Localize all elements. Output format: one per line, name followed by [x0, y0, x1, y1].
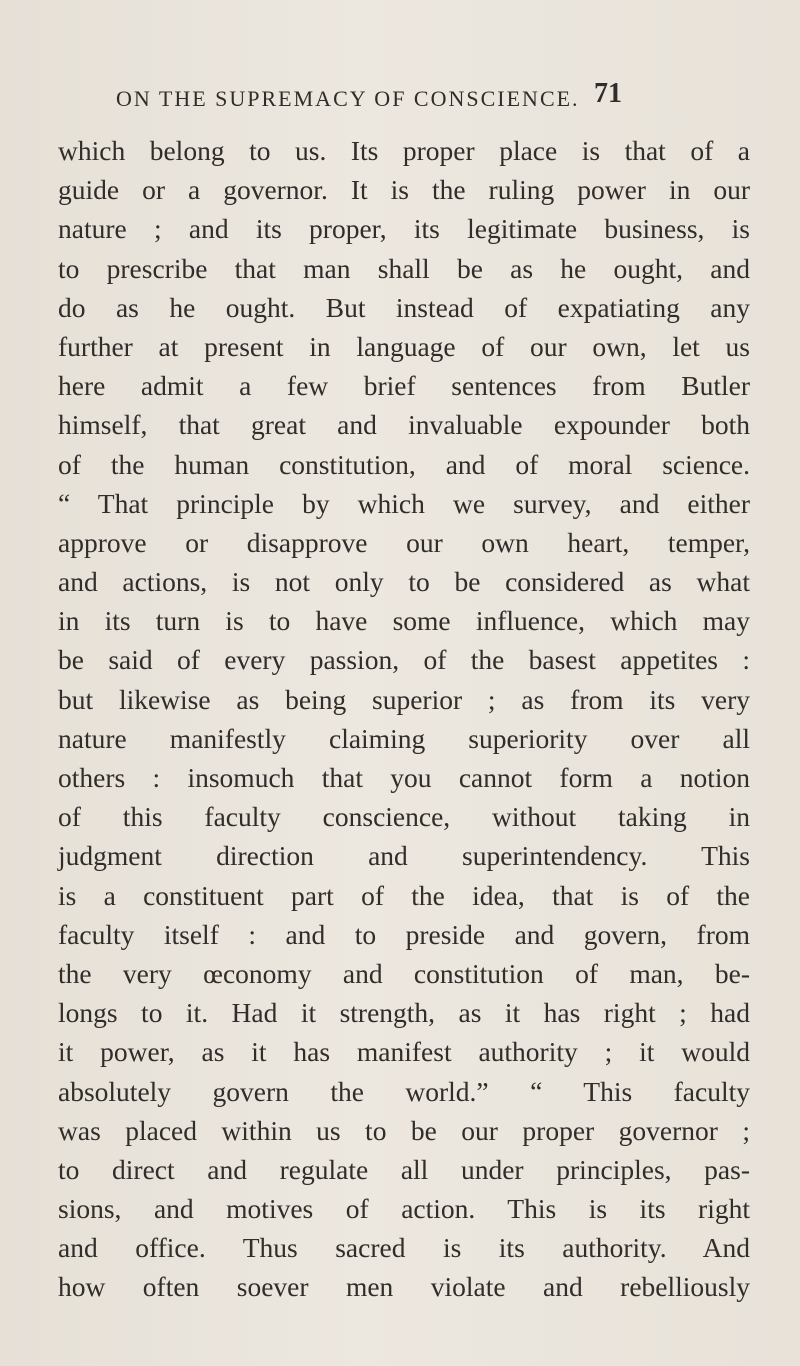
text-line: and actions, is not only to be considered as what	[58, 566, 750, 598]
text-line: longs to it. Had it strength, as it has right ; had	[58, 997, 750, 1029]
text-line: himself, that great and invaluable expounder both	[58, 409, 750, 441]
running-title: ON THE SUPREMACY OF CONSCIENCE.	[116, 86, 580, 111]
text-line: which belong to us. Its proper place is that of a	[58, 135, 750, 166]
text-line: it power, as it has manifest authority ; it would	[58, 1036, 750, 1068]
text-line: here admit a few brief sentences from Butler	[58, 370, 750, 402]
text-line: to direct and regulate all under principles, pas-	[58, 1153, 750, 1185]
text-line: but likewise as being superior ; as from its very	[58, 683, 750, 715]
text-line: faculty itself : and to preside and govern, from	[58, 918, 750, 950]
text-line: do as he ought. But instead of expatiating any	[58, 291, 750, 323]
text-line: others : insomuch that you cannot form a notion	[58, 762, 750, 793]
text-line: and office. Thus sacred is its authority. And	[58, 1232, 750, 1264]
text-line: approve or disapprove our own heart, temper,	[58, 526, 750, 558]
body-text	[58, 131, 750, 1307]
text-line: absolutely govern the world.” “ This faculty	[58, 1075, 750, 1107]
text-line: was placed within us to be our proper governor ;	[58, 1114, 750, 1146]
text-line: how often soever men violate and rebelliously	[58, 1271, 750, 1303]
running-header	[116, 86, 644, 120]
text-line: of this faculty conscience, without taking in	[58, 801, 750, 833]
text-line: in its turn is to have some influence, which may	[58, 605, 750, 637]
text-line: be said of every passion, of the basest appetites :	[58, 644, 750, 676]
text-line: “ That principle by which we survey, and either	[58, 487, 750, 519]
text-line: is a constituent part of the idea, that is of the	[58, 879, 750, 911]
text-line: judgment direction and superintendency. This	[58, 840, 750, 872]
text-line: the very œconomy and constitution of man, be-	[58, 957, 750, 989]
page-number: 71	[594, 78, 622, 109]
text-line: sions, and motives of action. This is its right	[58, 1193, 750, 1225]
text-line: of the human constitution, and of moral science.	[58, 448, 750, 480]
text-line: nature manifestly claiming superiority over all	[58, 722, 750, 754]
text-line: further at present in language of our own, let us	[58, 330, 750, 362]
text-line: guide or a governor. It is the ruling power in our	[58, 174, 750, 206]
text-line: to prescribe that man shall be as he ought, and	[58, 252, 750, 284]
text-line: nature ; and its proper, its legitimate business, is	[58, 213, 750, 245]
